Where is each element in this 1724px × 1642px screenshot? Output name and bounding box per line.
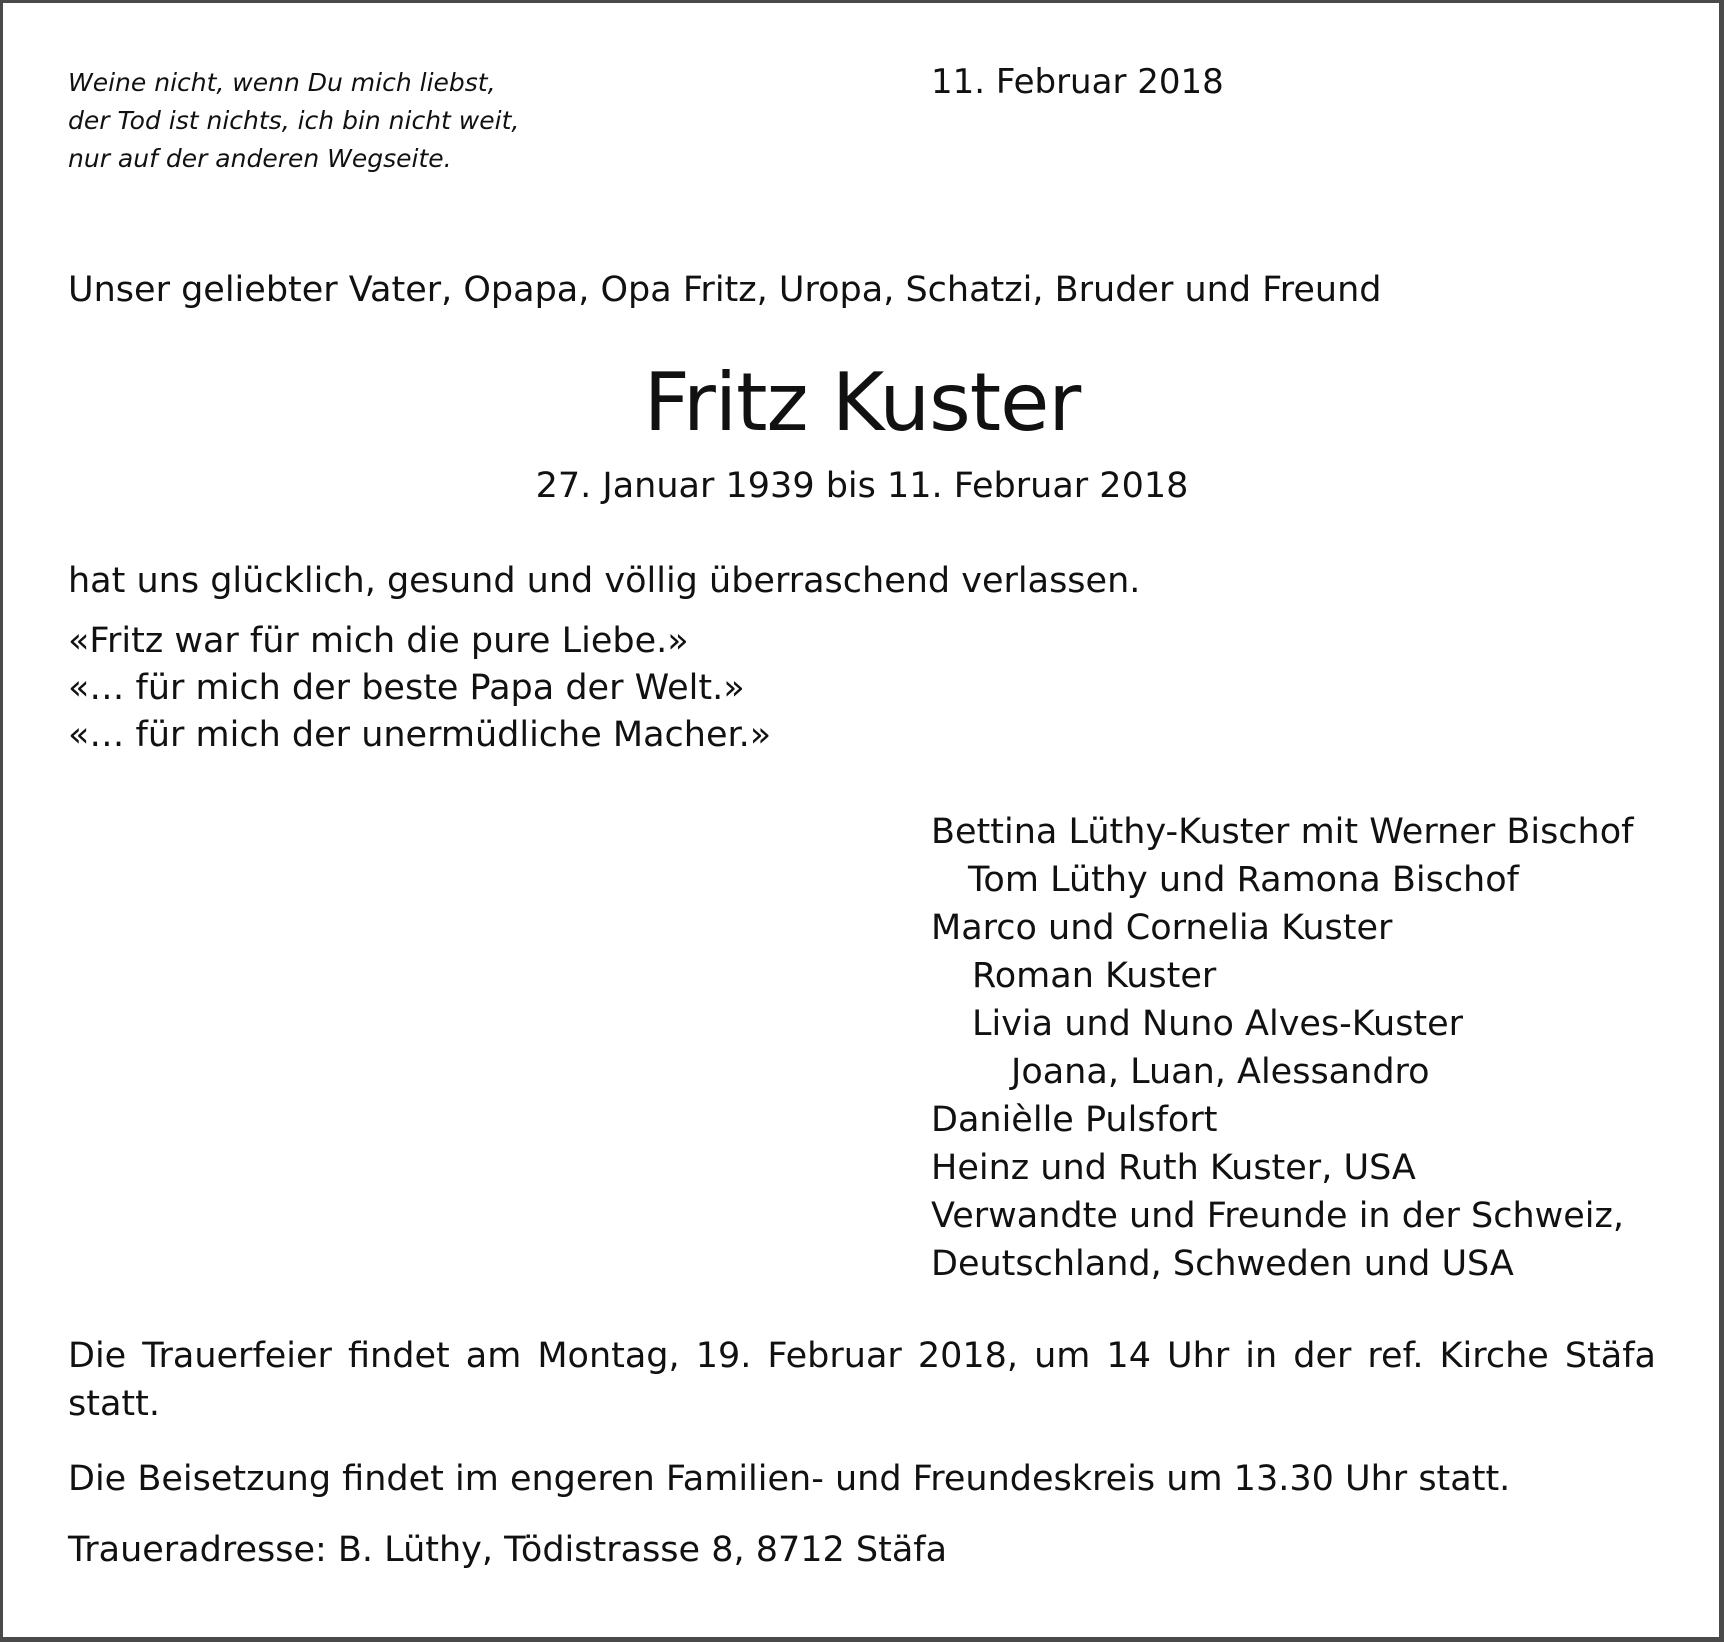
quote-line: «… für mich der unermüdliche Macher.» xyxy=(68,715,772,755)
deceased-name: Fritz Kuster xyxy=(643,356,1081,449)
quote-line: «… für mich der beste Papa der Welt.» xyxy=(68,668,745,708)
body-line: hat uns glücklich, gesund und völlig überraschend verlassen. xyxy=(68,561,1141,601)
mourner-line: Verwandte und Freunde in der Schweiz, xyxy=(931,1196,1625,1236)
quotes xyxy=(68,618,771,759)
poem xyxy=(68,64,519,178)
poem-line: Weine nicht, wenn Du mich liebst, xyxy=(68,68,496,97)
burial-info: Die Beisetzung findet im engeren Familien- und Freundeskreis um 13.30 Uhr statt. xyxy=(68,1459,1511,1499)
notice-date: 11. Februar 2018 xyxy=(931,62,1224,102)
mourner-line: Tom Lüthy und Ramona Bischof xyxy=(968,860,1519,900)
poem-line: nur auf der anderen Wegseite. xyxy=(68,144,452,173)
mourner-line: Heinz und Ruth Kuster, USA xyxy=(931,1148,1416,1188)
intro-line: Unser geliebter Vater, Opapa, Opa Fritz, Uropa, Schatzi, Bruder und Freund xyxy=(68,270,1382,310)
mourner-line: Deutschland, Schweden und USA xyxy=(931,1244,1514,1284)
poem-line: der Tod ist nichts, ich bin nicht weit, xyxy=(68,106,520,135)
mourner-line: Bettina Lüthy-Kuster mit Werner Bischof xyxy=(931,812,1634,852)
life-dates: 27. Januar 1939 bis 11. Februar 2018 xyxy=(535,466,1189,506)
quote-line: «Fritz war für mich die pure Liebe.» xyxy=(68,621,689,661)
service-info: Die Trauerfeier findet am Montag, 19. Februar 2018, um 14 Uhr in der ref. Kirche Stäfa statt. xyxy=(68,1336,1656,1424)
mourner-line: Livia und Nuno Alves-Kuster xyxy=(972,1004,1464,1044)
mourner-line: Joana, Luan, Alessandro xyxy=(1011,1052,1430,1092)
mourners-list xyxy=(931,808,1633,1288)
mourner-line: Danièlle Pulsfort xyxy=(931,1100,1218,1140)
mourning-address: Traueradresse: B. Lüthy, Tödistrasse 8, 8712 Stäfa xyxy=(68,1530,948,1570)
mourner-line: Marco und Cornelia Kuster xyxy=(931,908,1393,948)
mourner-line: Roman Kuster xyxy=(972,956,1217,996)
